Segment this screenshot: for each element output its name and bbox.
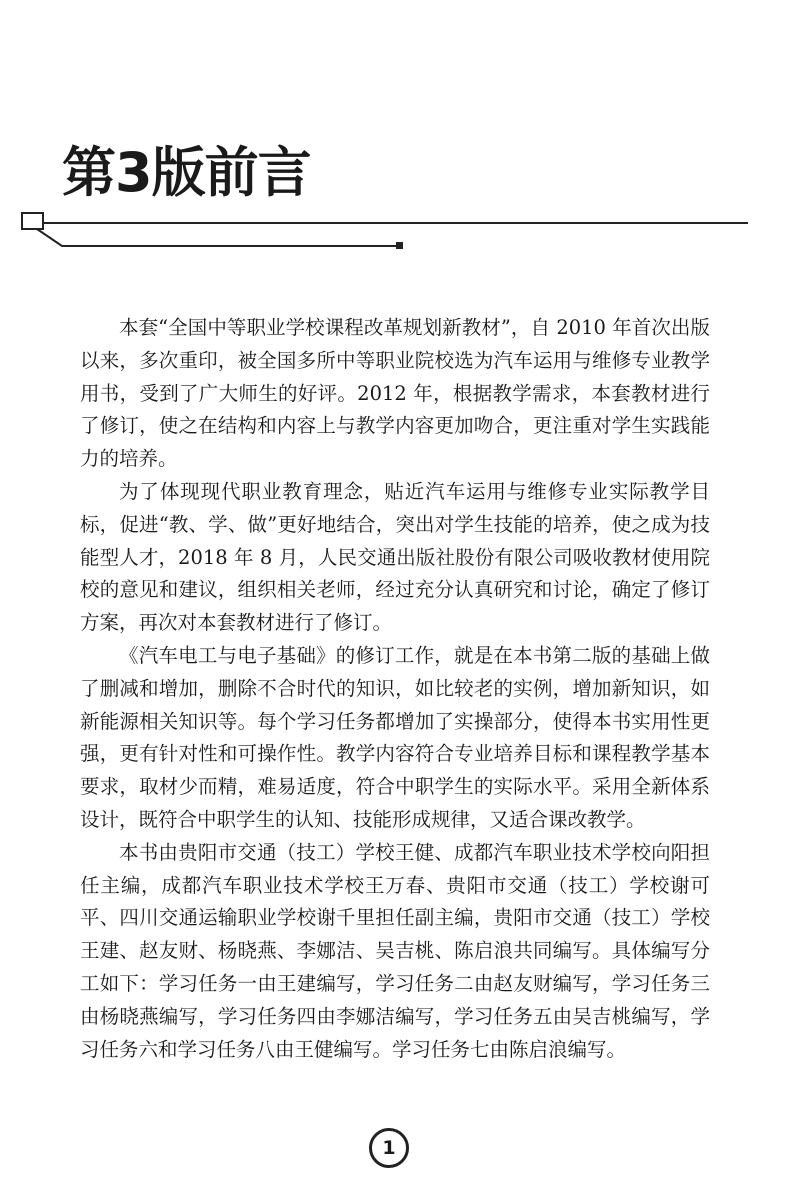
title-decoration [0, 0, 790, 300]
paragraph: 《汽车电工与电子基础》的修订工作，就是在本书第二版的基础上做了删减和增加，删除不合时代的知识，如比较老的实例，增加新知识，如新能源相关知识等。每个学习任务都增加了实操部分，使得本书实用性更强，更有针对性和可操作性。教学内容符合专业培养目标和课程教学基本要求，取材少而精，难易适度，符合中职学生的实际水平。采用全新体系设计，既符合中职学生的认知、技能形成规律，又适合课改教学。 [80, 643, 710, 831]
paragraph: 为了体现现代职业教育理念，贴近汽车运用与维修专业实际教学目标，促进“教、学、做”更好地结合，突出对学生技能的培养，使之成为技能型人才，2018 年 8 月，人民交通出版社股份有限公司吸收教材使用院校的意见和建议，组织相关老师，经过充分认真研究和讨论，确定了修订方案，再次对本套教材进行了修订。 [80, 479, 710, 635]
preface-body [80, 312, 710, 1066]
paragraph: 本书由贵阳市交通（技工）学校王健、成都汽车职业技术学校向阳担任主编，成都汽车职业技术学校王万春、贵阳市交通（技工）学校谢可平、四川交通运输职业学校谢千里担任副主编，贵阳市交通（技工）学校王建、赵友财、杨晓燕、李娜洁、吴吉桃、陈启浪共同编写。具体编写分工如下：学习任务一由王建编写，学习任务二由赵友财编写，学习任务三由杨晓燕编写，学习任务四由李娜洁编写，学习任务五由吴吉桃编写，学习任务六和学习任务八由王健编写。学习任务七由陈启浪编写。 [80, 840, 710, 1061]
page-title: 第3版前言 [62, 141, 311, 204]
end-square-marker [396, 242, 403, 249]
corner-square-marker [22, 213, 43, 229]
connector-line [37, 229, 398, 246]
paragraph: 本套“全国中等职业学校课程改革规划新教材”，自 2010 年首次出版以来，多次重印，被全国多所中等职业院校选为汽车运用与维修专业教学用书，受到了广大师生的好评。2012 年，根据教学需求，本套教材进行了修订，使之在结构和内容上与教学内容更加吻合，更注重对学生实践能力的培养。 [80, 316, 710, 471]
page-number-badge: 1 [369, 1128, 409, 1168]
